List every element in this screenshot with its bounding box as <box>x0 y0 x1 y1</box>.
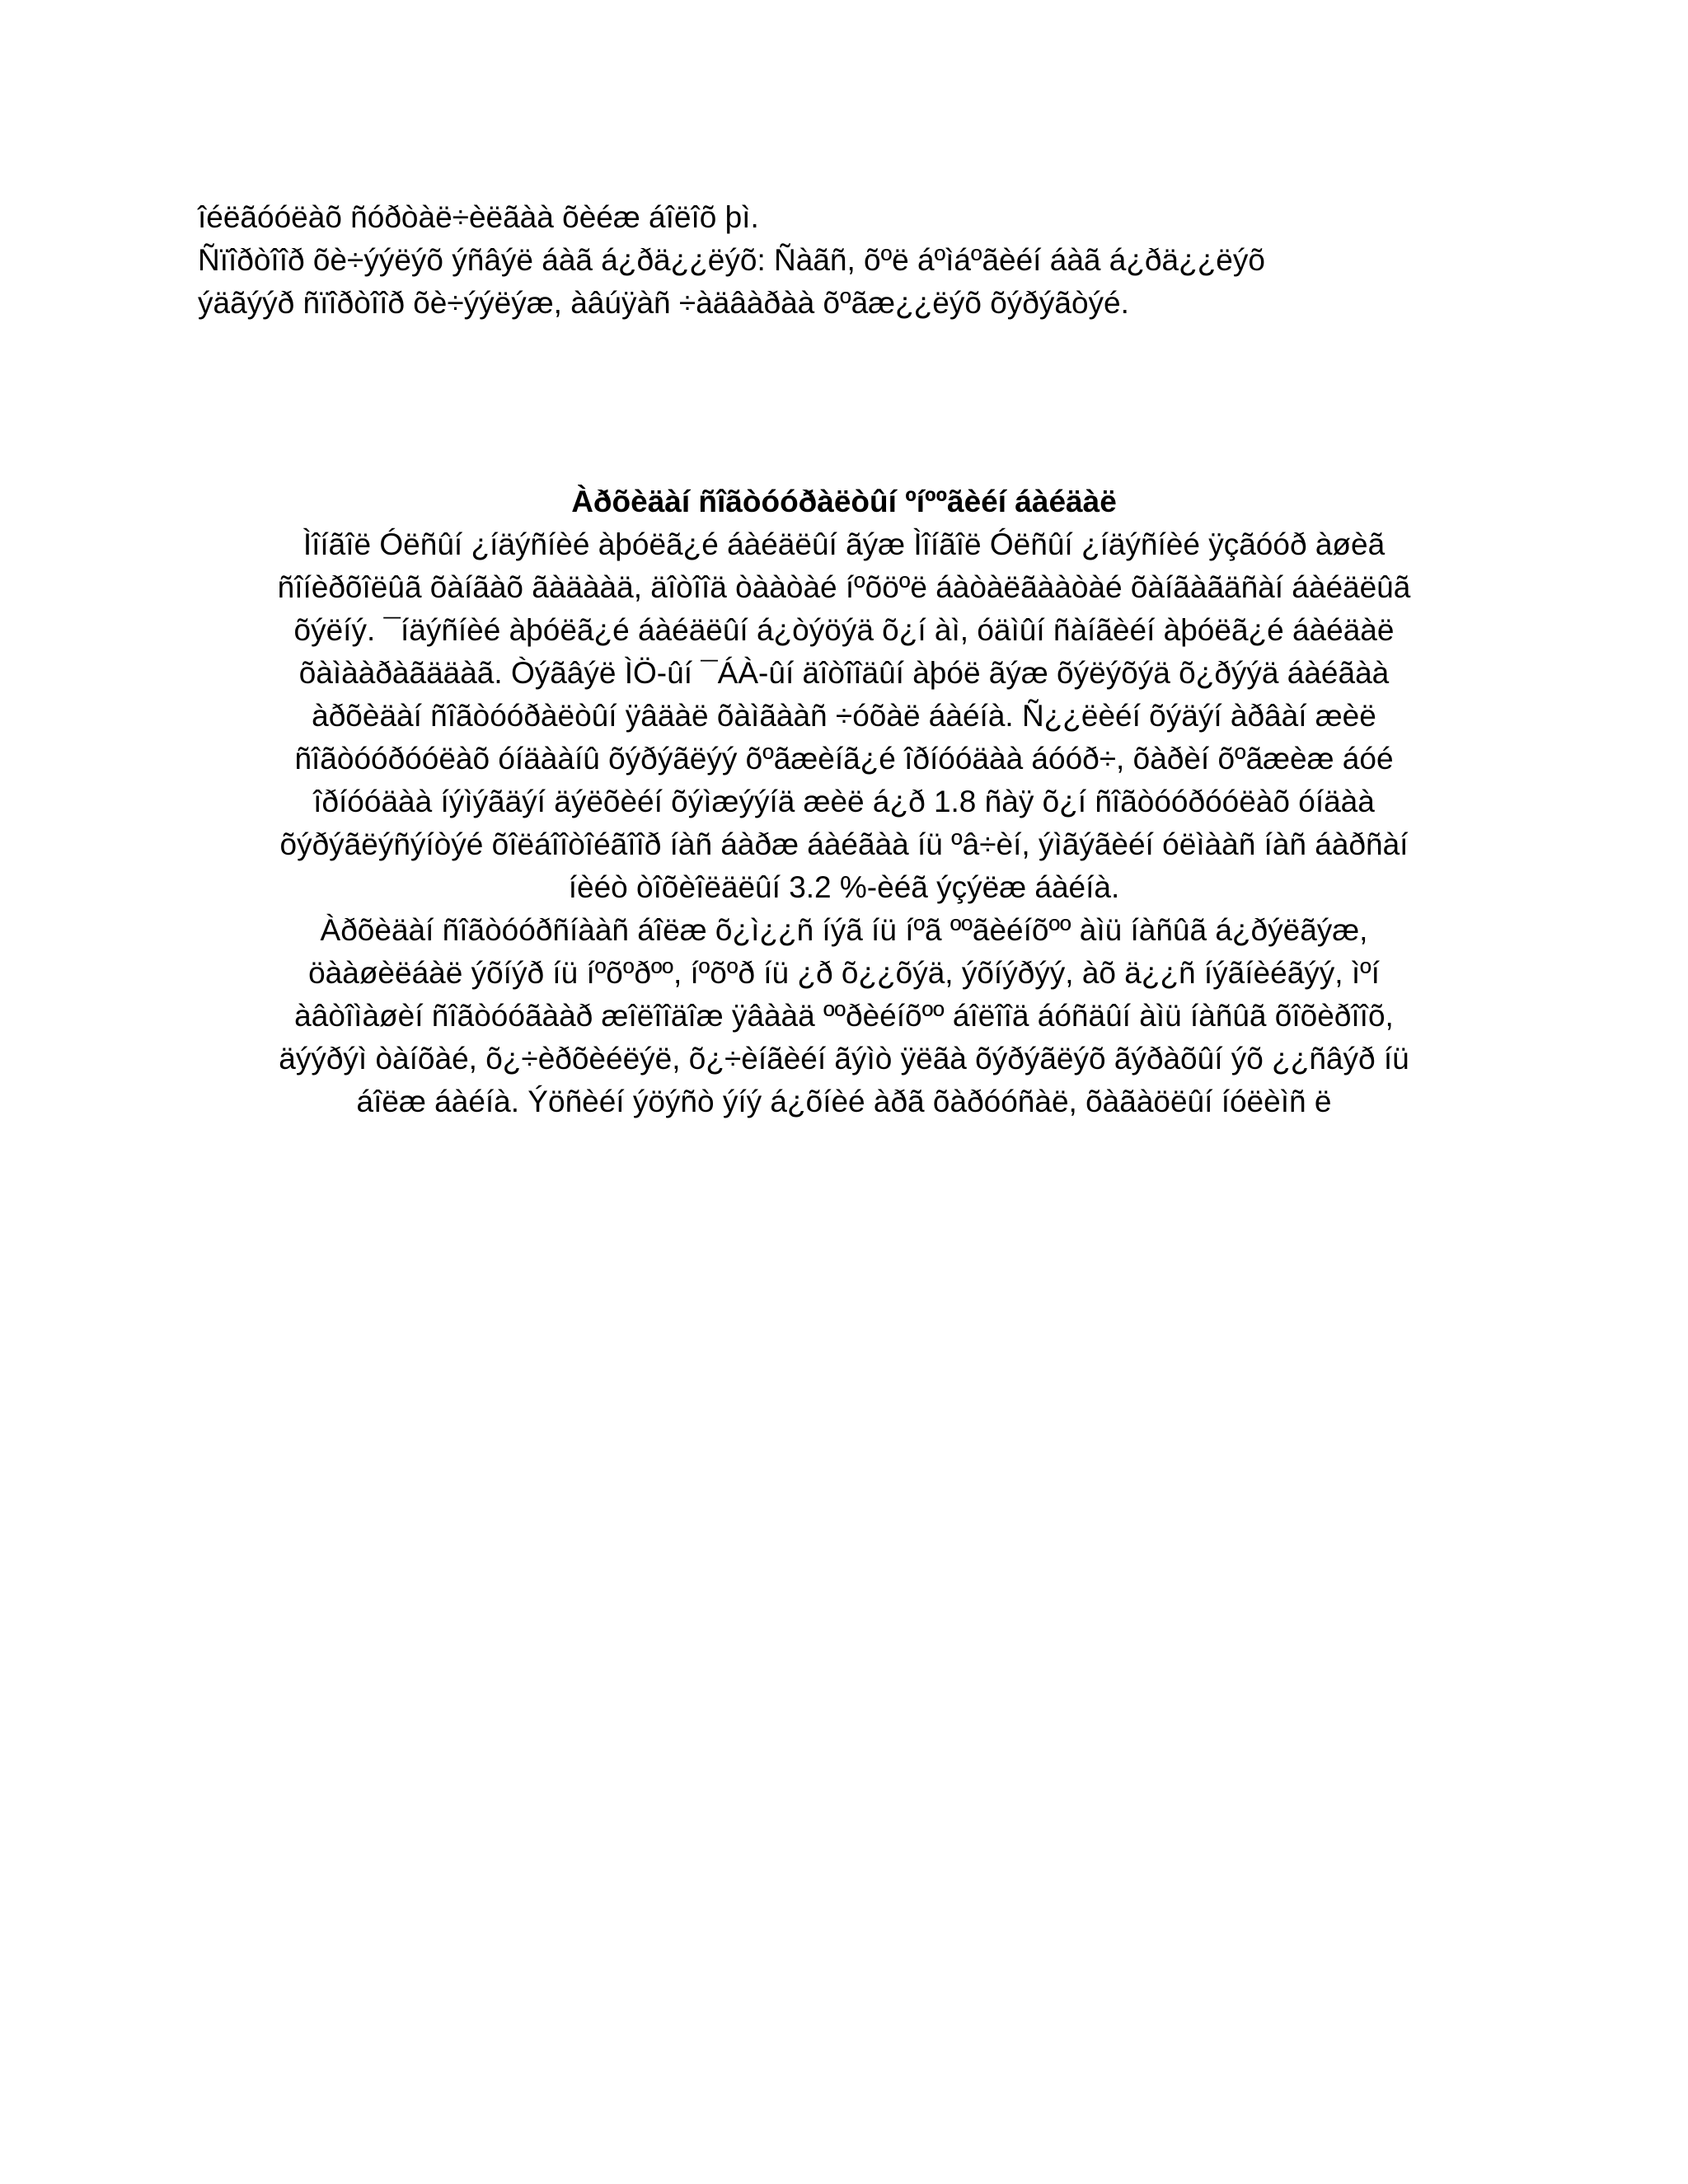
paragraph-line: íèéò òîõèîëäëûí 3.2 %-èéã ýçýëæ áàéíà. <box>568 870 1120 904</box>
intro-line: îéëãóóëàõ ñóðòàë÷èëãàà õèéæ áîëîõ þì. <box>198 200 759 234</box>
paragraph-line: àâòîìàøèí ñîãòóóãààð æîëîîäîæ ÿâààä ººðèéíõºº áîëîîä áóñäûí àìü íàñûã õîõèðîîõ, <box>294 999 1394 1033</box>
paragraph-1 <box>206 523 1482 909</box>
paragraph-line: äýýðýì òàíõàé, õ¿÷èðõèéëýë, õ¿÷èíãèéí ãýìò ÿëãà õýðýãëýõ ãýðàõûí ýõ ¿¿ñâýð íü <box>279 1042 1409 1076</box>
intro-text-block <box>198 196 1500 325</box>
paragraph-line: îðíóóäàà íýìýãäýí äýëõèéí õýìæýýíä æèë á¿ð 1.8 ñàÿ õ¿í ñîãòóóðóóëàõ óíäàà <box>313 785 1375 818</box>
paragraph-line: Àðõèäàí ñîãòóóðñíààñ áîëæ õ¿ì¿¿ñ íýã íü íºã ººãèéíõºº àìü íàñûã á¿ðýëãýæ, <box>320 913 1368 947</box>
paragraph-line: ñîãòóóðóóëàõ óíäààíû õýðýãëýý õºãæèíã¿é îðíóóäàà áóóð÷, õàðèí õºãæèæ áóé <box>294 742 1394 776</box>
paragraph-line: Ìîíãîë Óëñûí ¿íäýñíèé àþóëã¿é áàéäëûí ãýæ Ìîíãîë Óëñûí ¿íäýñíèé ÿçãóóð àøèã <box>302 527 1386 561</box>
intro-line: Ñïîðòîîð õè÷ýýëýõ ýñâýë áàã á¿ðä¿¿ëýõ: Ñàãñ, õºë áºìáºãèéí áàã á¿ðä¿¿ëýõ <box>198 243 1265 277</box>
paragraph-line: öààøèëáàë ýõíýð íü íºõºðºº, íºõºð íü ¿ð õ¿¿õýä, ýõíýðýý, àõ ä¿¿ñ íýãíèéãýý, ìºí <box>308 956 1380 990</box>
paragraph-line: áîëæ áàéíà. Ýöñèéí ýöýñò ýíý á¿õíèé àðã õàðóóñàë, õàãàöëûí íóëèìñ ë <box>356 1085 1332 1118</box>
intro-line: ýäãýýð ñïîðòîîð õè÷ýýëýæ, àâúÿàñ ÷àäâàðàà õºãæ¿¿ëýõ õýðýãòýé. <box>198 286 1129 320</box>
paragraph-line: õàìààðàãääàã. Òýãâýë ÌÖ-ûí ¯ÁÀ-ûí äîòîîäûí àþóë ãýæ õýëýõýä õ¿ðýýä áàéãàà <box>298 656 1390 690</box>
paragraph-line: õýëíý. ¯íäýñíèé àþóëã¿é áàéäëûí á¿òýöýä õ¿í àì, óäìûí ñàíãèéí àþóëã¿é áàéäàë <box>293 613 1395 647</box>
section-title: Àðõèäàí ñîãòóóðàëòûí ºíººãèéí áàéäàë <box>571 485 1117 518</box>
paragraph-line: àðõèäàí ñîãòóóðàëòûí ÿâäàë õàìãààñ ÷óõàë áàéíà. Ñ¿¿ëèéí õýäýí àðâàí æèë <box>312 699 1376 733</box>
alcohol-section <box>206 480 1482 1123</box>
paragraph-line: ñîíèðõîëûã õàíãàõ ãàäààä, äîòîîä òààòàé íºõöºë áàòàëãààòàé õàíãàãäñàí áàéäëûã <box>277 570 1411 604</box>
paragraph-line: õýðýãëýñýíòýé õîëáîîòîéãîîð íàñ áàðæ áàéãàà íü ºâ÷èí, ýìãýãèéí óëìààñ íàñ áàðñàí <box>279 827 1409 861</box>
paragraph-2 <box>206 909 1482 1123</box>
